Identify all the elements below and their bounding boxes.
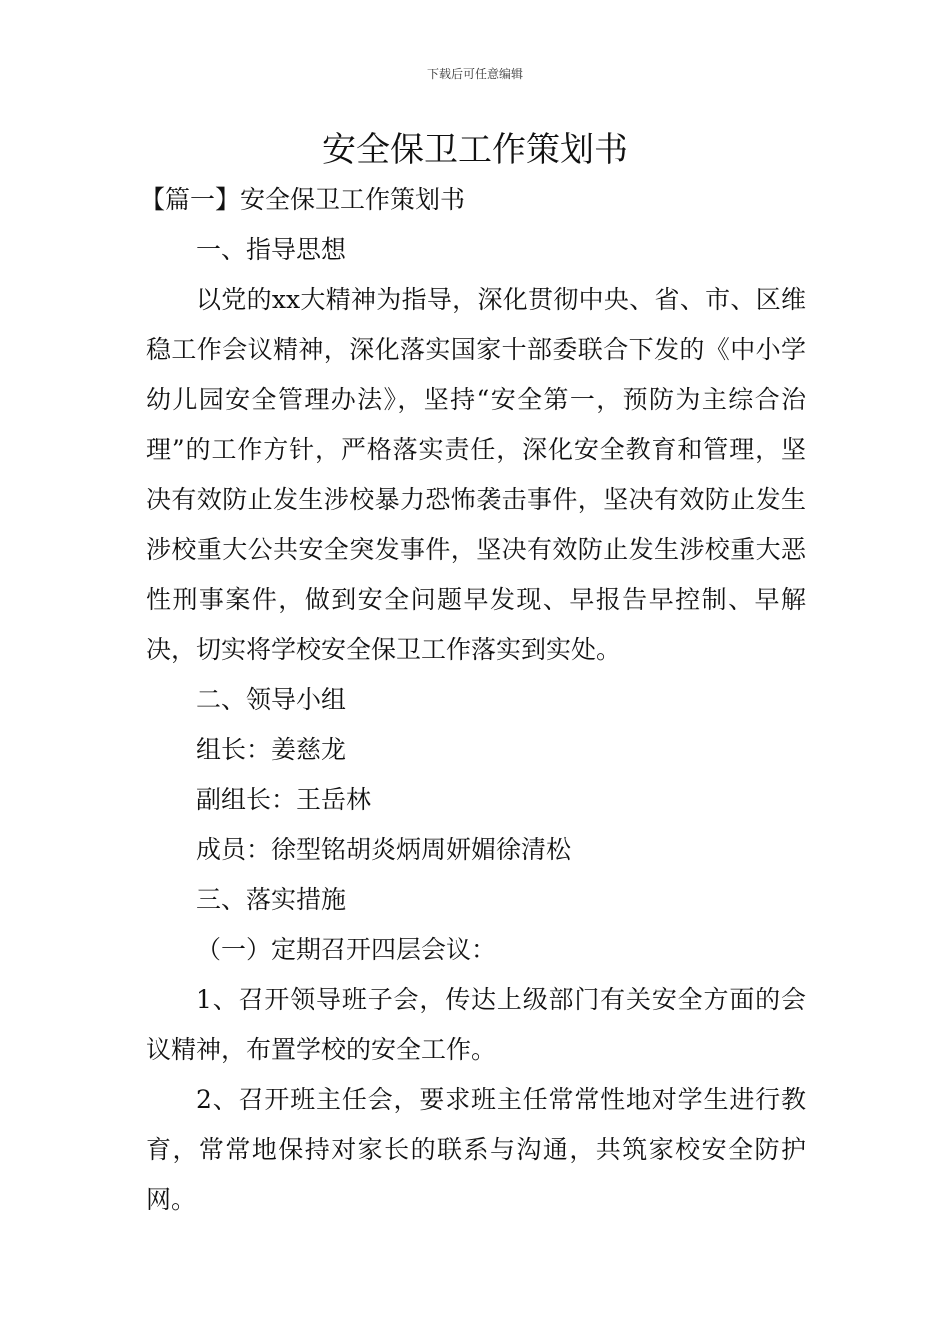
group-leader: 组长：姜慈龙 [196, 735, 347, 764]
document-title: 安全保卫工作策划书 [322, 130, 628, 170]
list-item-leadership-meeting: 1、召开领导班子会，传达上级部门有关安全方面的会议精神，布置学校的安全工作。 [146, 985, 806, 1064]
subheading-four-level-meetings: （一）定期召开四层会议： [196, 935, 497, 964]
heading-leadership-group: 二、领导小组 [196, 685, 347, 714]
section-heading: 【篇一】安全保卫工作策划书 [140, 185, 466, 214]
heading-implementation-measures: 三、落实措施 [196, 885, 347, 914]
paragraph-guiding-thought: 以党的xx大精神为指导，深化贯彻中央、省、市、区维稳工作会议精神，深化落实国家十部委联合下发的《中小学幼儿园安全管理办法》，坚持“安全第一，预防为主综合治理”的工作方针，严格落实责任，深化安全教育和管理，坚决有效防止发生涉校暴力恐怖袭击事件，坚决有效防止发生涉校重大公共安全突发事件，坚决有效防止发生涉校重大恶性刑事案件，做到安全问题早发现、早报告早控制、早解决，切实将学校安全保卫工作落实到实处。 [146, 285, 806, 664]
group-members: 成员：徐型铭胡炎炳周妍媚徐清松 [196, 835, 572, 864]
document-body [140, 175, 806, 1225]
deputy-group-leader: 副组长：王岳林 [196, 785, 372, 814]
heading-guiding-thought: 一、指导思想 [196, 235, 347, 264]
list-item-head-teacher-meeting: 2、召开班主任会，要求班主任常常性地对学生进行教育，常常地保持对家长的联系与沟通，共筑家校安全防护网。 [146, 1085, 806, 1214]
header-note: 下载后可任意编辑 [426, 67, 523, 81]
